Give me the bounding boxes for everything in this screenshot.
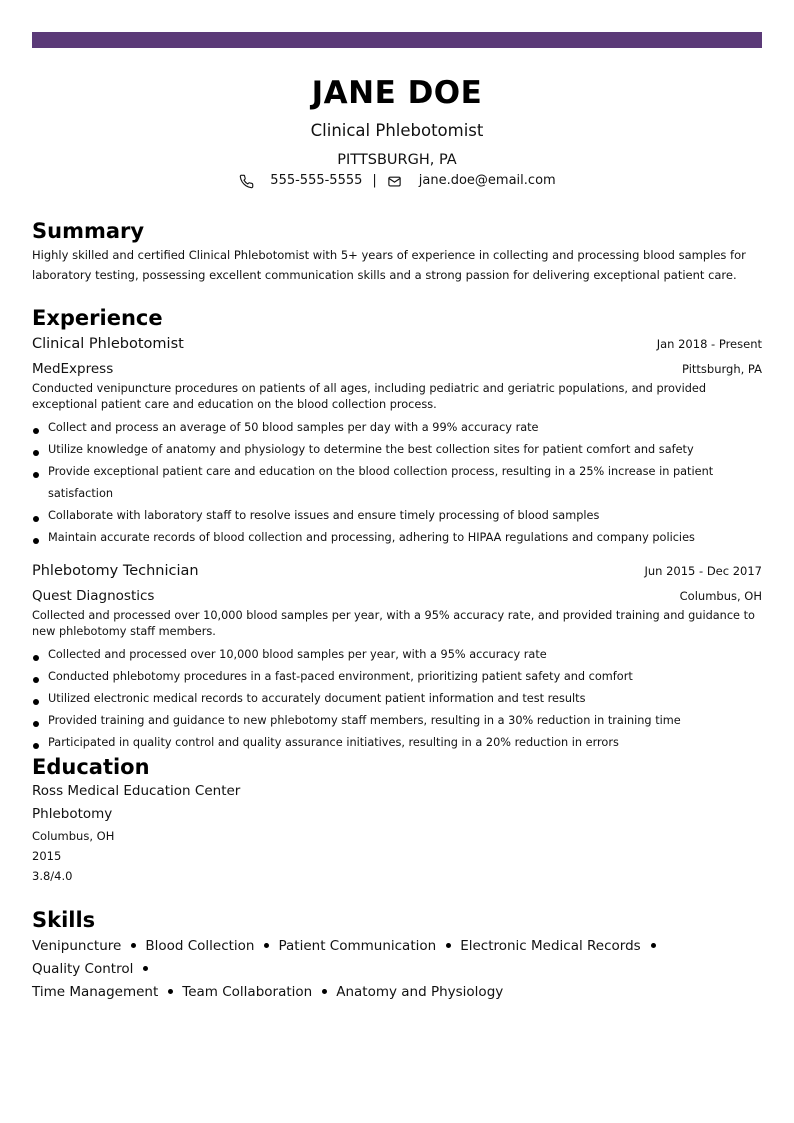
bullet-separator (131, 943, 136, 948)
job-company: Quest Diagnostics (32, 588, 155, 604)
candidate-name: JANE DOE (311, 75, 483, 111)
list-item: Utilize knowledge of anatomy and physiology to determine the best collection sites for patient comfort and safety (32, 439, 762, 461)
experience-section (32, 305, 762, 754)
list-item: Maintain accurate records of blood collection and processing, adhering to HIPAA regulations and company policies (32, 527, 762, 549)
skill-item: Electronic Medical Records (460, 938, 641, 954)
list-item: Collaborate with laboratory staff to resolve issues and ensure timely processing of blood samples (32, 505, 762, 527)
list-item: Collect and process an average of 50 blood samples per day with a 99% accuracy rate (32, 417, 762, 439)
skill-item: Team Collaboration (182, 984, 313, 1000)
skill-item: Venipuncture (32, 938, 122, 954)
envelope-icon (387, 173, 403, 189)
candidate-title: Clinical Phlebotomist (310, 121, 484, 140)
education-year: 2015 (32, 849, 62, 863)
job-bullets (32, 417, 762, 549)
education-location: Columbus, OH (32, 829, 115, 843)
skill-item: Quality Control (32, 961, 134, 977)
email-address[interactable]: jane.doe@email.com (418, 173, 556, 188)
job-entry (32, 561, 762, 754)
education-section (32, 754, 762, 886)
job-company: MedExpress (32, 361, 114, 377)
summary-text: Highly skilled and certified Clinical Phlebotomist with 5+ years of experience in collecting and processing blood samples for laboratory testing, possessing excellent communication skills and a strong passion for delivering exceptional patient care. (32, 248, 746, 282)
job-location: Pittsburgh, PA (682, 362, 762, 376)
job-dates: Jun 2015 - Dec 2017 (644, 564, 762, 578)
summary-section (32, 218, 762, 285)
list-item: Participated in quality control and quality assurance initiatives, resulting in a 20% reduction in errors (32, 732, 762, 754)
education-school: Ross Medical Education Center (32, 783, 241, 799)
contact-line (0, 171, 794, 191)
list-item: Collected and processed over 10,000 blood samples per year, with a 95% accuracy rate (32, 644, 762, 666)
resume-header (0, 74, 794, 191)
bullet-separator (168, 989, 173, 994)
job-description: Collected and processed over 10,000 blood samples per year, with a 95% accuracy rate, and provided training and guidance to new phlebotomy staff members. (32, 609, 755, 638)
experience-heading: Experience (32, 306, 163, 330)
list-item: Provide exceptional patient care and education on the blood collection process, resulting in a 25% increase in patient satisfaction (32, 461, 762, 505)
skills-heading: Skills (32, 908, 96, 932)
list-item: Conducted phlebotomy procedures in a fast-paced environment, prioritizing patient safety and comfort (32, 666, 762, 688)
education-heading: Education (32, 755, 150, 779)
education-program: Phlebotomy (32, 806, 113, 822)
job-dates: Jan 2018 - Present (656, 337, 762, 351)
bullet-separator (446, 943, 451, 948)
job-bullets (32, 644, 762, 754)
list-item: Utilized electronic medical records to accurately document patient information and test results (32, 688, 762, 710)
candidate-location: PITTSBURGH, PA (337, 152, 457, 168)
education-gpa: 3.8/4.0 (32, 869, 73, 883)
skill-item: Patient Communication (278, 938, 437, 954)
contact-separator: | (372, 173, 377, 188)
bullet-separator (264, 943, 269, 948)
accent-bar (32, 32, 762, 48)
job-description: Conducted venipuncture procedures on patients of all ages, including pediatric and geriatric populations, and provided exceptional patient care and education on the blood collection process. (32, 382, 707, 411)
job-title: Clinical Phlebotomist (32, 336, 184, 352)
skill-item: Blood Collection (145, 938, 255, 954)
skills-section (32, 907, 762, 1004)
bullet-separator (651, 943, 656, 948)
summary-heading: Summary (32, 219, 145, 243)
job-location: Columbus, OH (679, 589, 762, 603)
skills-list (32, 935, 752, 1004)
phone-icon (238, 173, 254, 189)
skill-item: Time Management (32, 984, 159, 1000)
job-title: Phlebotomy Technician (32, 563, 199, 579)
phone-number[interactable]: 555-555-5555 (270, 173, 363, 188)
bullet-separator (143, 966, 148, 971)
bullet-separator (322, 989, 327, 994)
list-item: Provided training and guidance to new phlebotomy staff members, resulting in a 30% reduction in training time (32, 710, 762, 732)
job-entry (32, 334, 762, 549)
skill-item: Anatomy and Physiology (336, 984, 504, 1000)
